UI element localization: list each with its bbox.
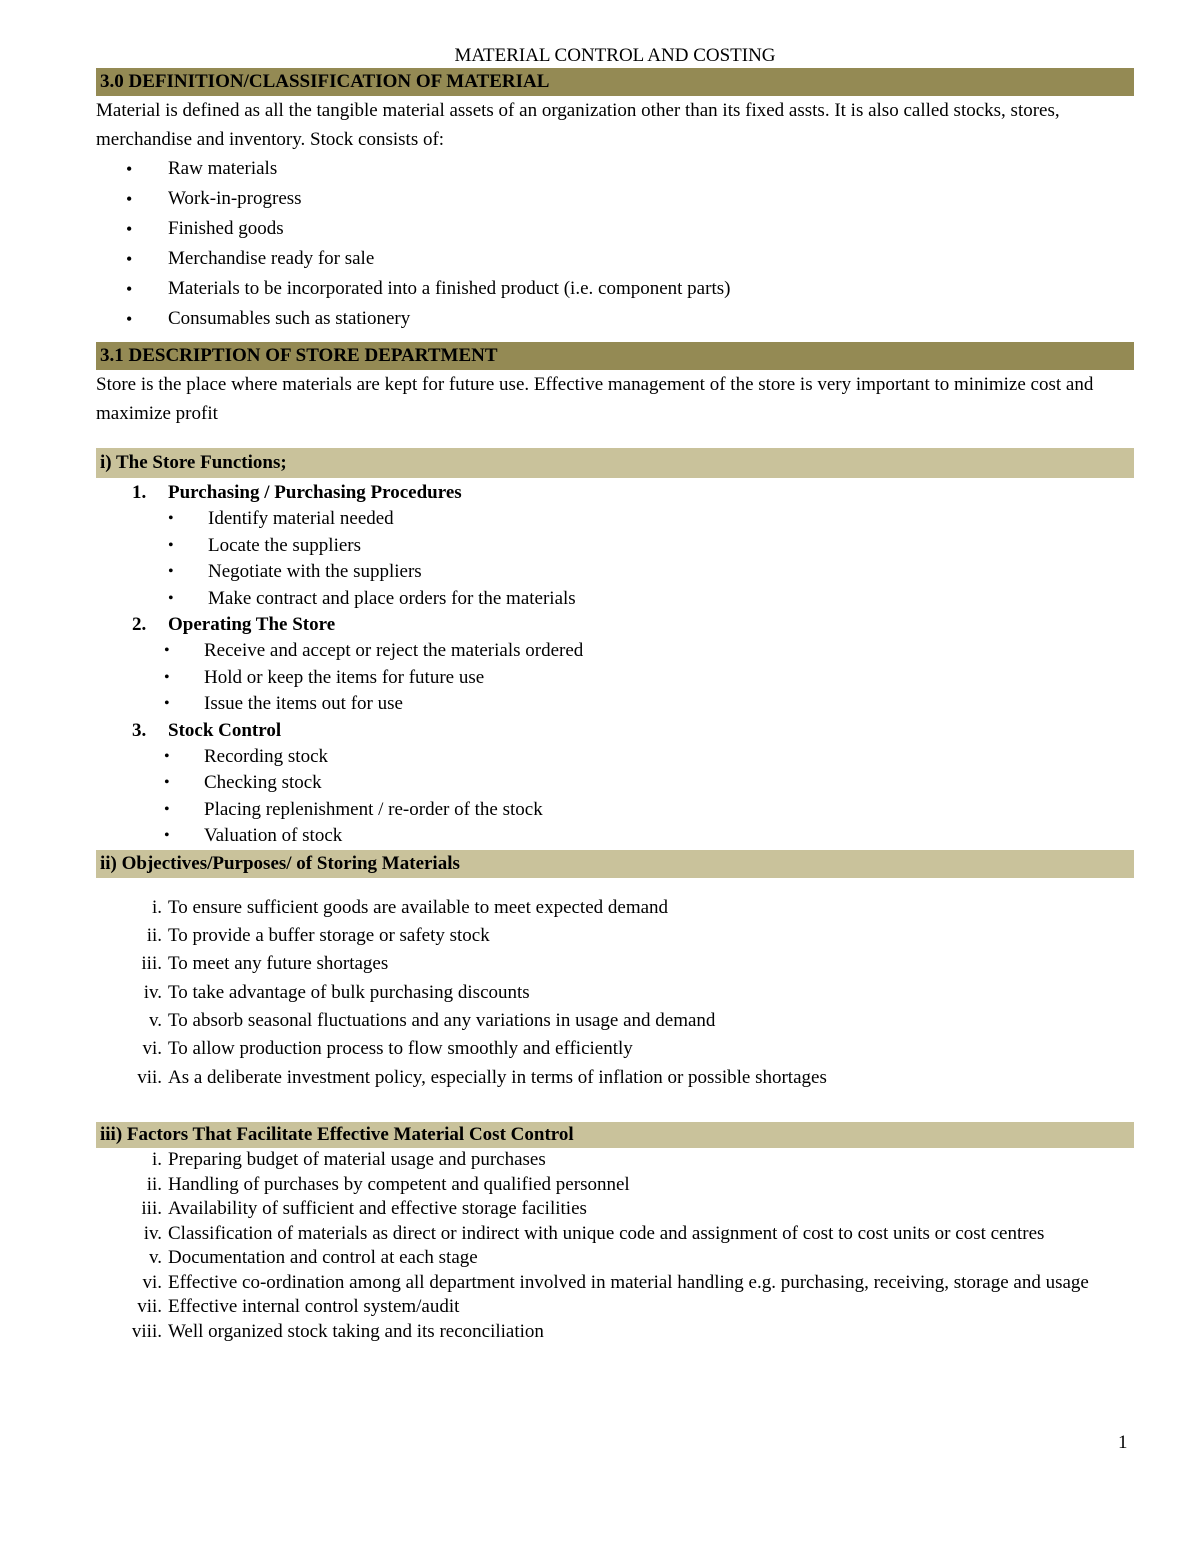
- group-number: 3.: [132, 719, 147, 741]
- list-item: • Receive and accept or reject the materials ordered: [96, 638, 1134, 665]
- subsection-heading-objectives: ii) Objectives/Purposes/ of Storing Materials: [96, 850, 1134, 878]
- group-number: 1.: [132, 482, 147, 503]
- group-title: Operating The Store: [168, 614, 336, 635]
- item-text: Handling of purchases by competent and qualified personnel: [168, 1173, 630, 1195]
- operating-list: [96, 638, 1134, 718]
- roman-numeral: vii.: [137, 1296, 162, 1318]
- list-item: • Hold or keep the items for future use: [96, 665, 1134, 692]
- page-title: MATERIAL CONTROL AND COSTING: [454, 45, 776, 66]
- list-item: [96, 950, 1134, 978]
- list-item: [96, 1320, 1134, 1345]
- roman-numeral: v.: [148, 1247, 162, 1269]
- section-heading-definition: 3.0 DEFINITION/CLASSIFICATION OF MATERIAL: [96, 68, 1134, 96]
- list-item: • Identify material needed: [96, 506, 1134, 533]
- definition-paragraph: Material is defined as all the tangible material assets of an organization other than its fixed assts. It is also called stocks, stores, merchandise and inventory. Stock consists of:: [96, 100, 1060, 150]
- item-text: To allow production process to flow smoothly and efficiently: [168, 1038, 633, 1060]
- subsection-heading-store-functions: i) The Store Functions;: [96, 448, 1134, 478]
- list-item: [96, 1148, 1134, 1173]
- subsection-heading-factors: iii) Factors That Facilitate Effective Material Cost Control: [96, 1122, 1134, 1148]
- roman-numeral: iv.: [143, 1222, 162, 1244]
- item-text: To take advantage of bulk purchasing discounts: [168, 981, 530, 1003]
- list-item: [96, 1197, 1134, 1222]
- list-item: [96, 1007, 1134, 1035]
- item-text: To provide a buffer storage or safety stock: [168, 924, 490, 946]
- list-item: [96, 1222, 1134, 1247]
- objectives-list: [96, 894, 1134, 1093]
- section-heading-store-department: 3.1 DESCRIPTION OF STORE DEPARTMENT: [96, 342, 1134, 370]
- item-text: As a deliberate investment policy, especially in terms of inflation or possible shortages: [168, 1066, 827, 1088]
- roman-numeral: i.: [151, 1149, 162, 1171]
- list-item: • Consumables such as stationery: [96, 304, 1134, 334]
- function-group-title: [96, 718, 1134, 744]
- list-item: [96, 979, 1134, 1007]
- list-item: • Recording stock: [96, 744, 1134, 771]
- group-title: Stock Control: [168, 719, 282, 741]
- item-text: Preparing budget of material usage and purchases: [168, 1149, 546, 1171]
- store-paragraph: Store is the place where materials are kept for future use. Effective management of the store is very important to minimize cost and maximize profit: [96, 374, 1094, 424]
- roman-numeral: i.: [151, 896, 162, 918]
- list-item: • Materials to be incorporated into a finished product (i.e. component parts): [96, 274, 1134, 304]
- roman-numeral: v.: [148, 1010, 162, 1032]
- list-item: • Make contract and place orders for the materials: [96, 586, 1134, 613]
- list-item: • Issue the items out for use: [96, 691, 1134, 718]
- list-item: • Raw materials: [96, 154, 1134, 184]
- list-item: • Negotiate with the suppliers: [96, 559, 1134, 586]
- list-item: [96, 922, 1134, 950]
- roman-numeral: ii.: [146, 1173, 162, 1195]
- page-number: 1: [1118, 1432, 1128, 1453]
- function-group-title: [96, 612, 1134, 638]
- item-text: To ensure sufficient goods are available to meet expected demand: [168, 896, 669, 918]
- list-item: • Merchandise ready for sale: [96, 244, 1134, 274]
- list-item: • Checking stock: [96, 770, 1134, 797]
- item-text: To absorb seasonal fluctuations and any variations in usage and demand: [168, 1010, 716, 1032]
- roman-numeral: iv.: [143, 981, 162, 1003]
- item-text: Well organized stock taking and its reconciliation: [168, 1320, 544, 1342]
- item-text: To meet any future shortages: [168, 953, 389, 975]
- roman-numeral: iii.: [141, 953, 162, 975]
- item-text: Documentation and control at each stage: [168, 1247, 478, 1269]
- stock-types-list: [96, 154, 1134, 334]
- list-item: • Work-in-progress: [96, 184, 1134, 214]
- list-item: • Valuation of stock: [96, 823, 1134, 850]
- roman-numeral: vii.: [137, 1066, 162, 1088]
- list-item: [96, 1173, 1134, 1198]
- roman-numeral: iii.: [141, 1198, 162, 1220]
- roman-numeral: viii.: [131, 1320, 162, 1342]
- purchasing-list: [96, 506, 1134, 612]
- item-text: Classification of materials as direct or indirect with unique code and assignment of cost to cost units or cost centres: [168, 1222, 1045, 1244]
- roman-numeral: vi.: [142, 1271, 162, 1293]
- list-item: [96, 1035, 1134, 1063]
- list-item: [96, 1064, 1134, 1092]
- roman-numeral: ii.: [146, 924, 162, 946]
- stock-control-list: [96, 744, 1134, 850]
- item-text: Effective internal control system/audit: [168, 1296, 460, 1318]
- factors-list: [96, 1148, 1134, 1344]
- item-text: Effective co-ordination among all department involved in material handling e.g. purchasing, receiving, storage and usage: [168, 1271, 1089, 1293]
- item-text: Availability of sufficient and effective storage facilities: [168, 1198, 587, 1220]
- list-item: [96, 1271, 1134, 1296]
- list-item: [96, 1295, 1134, 1320]
- list-item: • Placing replenishment / re-order of the stock: [96, 797, 1134, 824]
- group-number: 2.: [132, 614, 147, 635]
- document-page: [96, 44, 1134, 1344]
- roman-numeral: vi.: [142, 1038, 162, 1060]
- list-item: • Finished goods: [96, 214, 1134, 244]
- list-item: • Locate the suppliers: [96, 533, 1134, 560]
- list-item: [96, 894, 1134, 922]
- function-group-title: [96, 480, 1134, 506]
- group-title: Purchasing / Purchasing Procedures: [168, 482, 462, 503]
- list-item: [96, 1246, 1134, 1271]
